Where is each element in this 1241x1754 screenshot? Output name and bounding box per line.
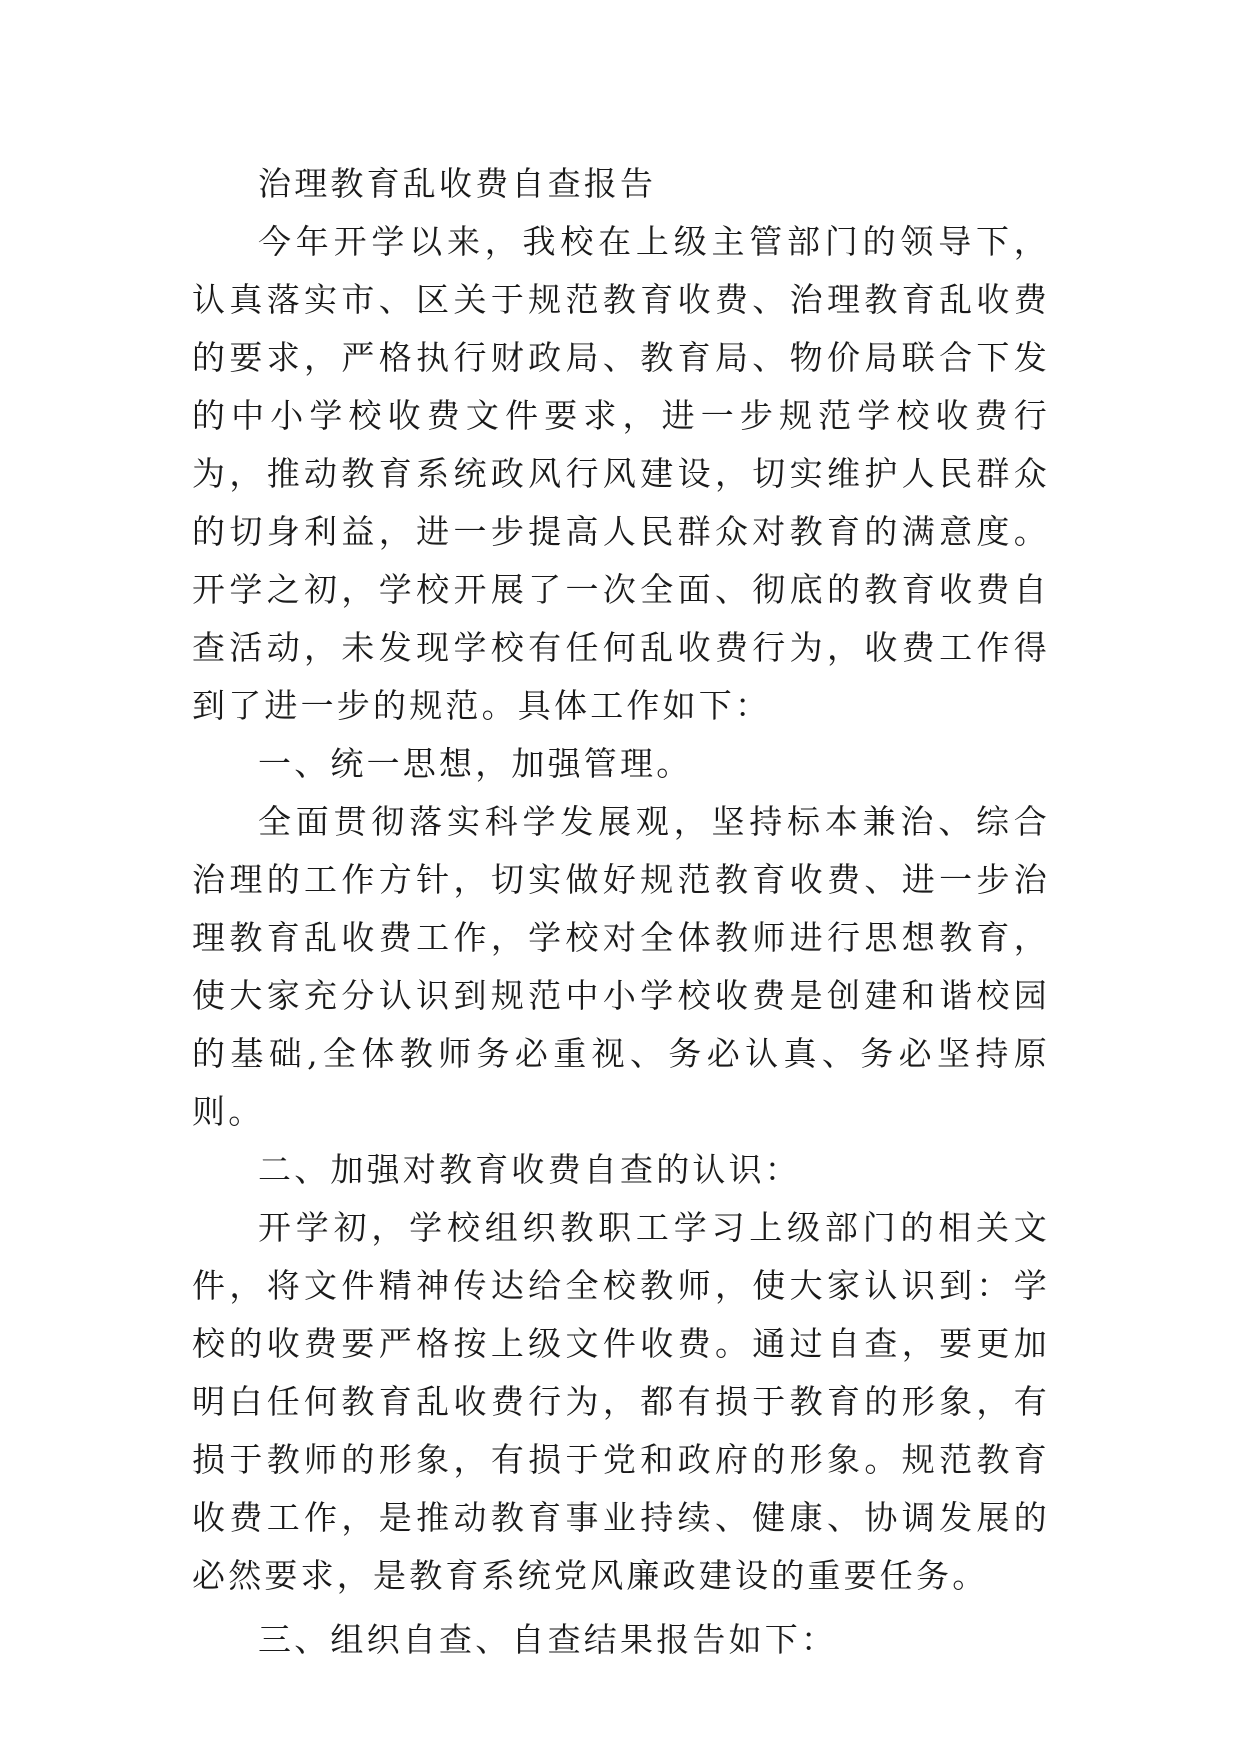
document-body [192, 155, 1050, 1669]
section-3-heading: 三、组织自查、自查结果报告如下： [258, 1620, 838, 1659]
section-1-paragraph: 全面贯彻落实科学发展观，坚持标本兼治、综合治理的工作方针，切实做好规范教育收费、进一步治理教育乱收费工作，学校对全体教师进行思想教育，使大家充分认识到规范中小学校收费是创建和谐校园的基础,全体教师务必重视、务必认真、务必坚持原则。 [192, 802, 1050, 1131]
document-title: 治理教育乱收费自查报告 [258, 164, 657, 203]
intro-paragraph: 今年开学以来，我校在上级主管部门的领导下，认真落实市、区关于规范教育收费、治理教育乱收费的要求，严格执行财政局、教育局、物价局联合下发的中小学校收费文件要求，进一步规范学校收费行为，推动教育系统政风行风建设，切实维护人民群众的切身利益，进一步提高人民群众对教育的满意度。开学之初，学校开展了一次全面、彻底的教育收费自查活动，未发现学校有任何乱收费行为，收费工作得到了进一步的规范。具体工作如下： [192, 222, 1050, 725]
section-1-heading: 一、统一思想，加强管理。 [258, 744, 693, 783]
section-2-paragraph: 开学初，学校组织教职工学习上级部门的相关文件，将文件精神传达给全校教师，使大家认识到：学校的收费要严格按上级文件收费。通过自查，要更加明白任何教育乱收费行为，都有损于教育的形象，有损于教师的形象，有损于党和政府的形象。规范教育收费工作，是推动教育事业持续、健康、协调发展的必然要求，是教育系统党风廉政建设的重要任务。 [192, 1208, 1050, 1595]
section-2-heading: 二、加强对教育收费自查的认识： [258, 1150, 801, 1189]
